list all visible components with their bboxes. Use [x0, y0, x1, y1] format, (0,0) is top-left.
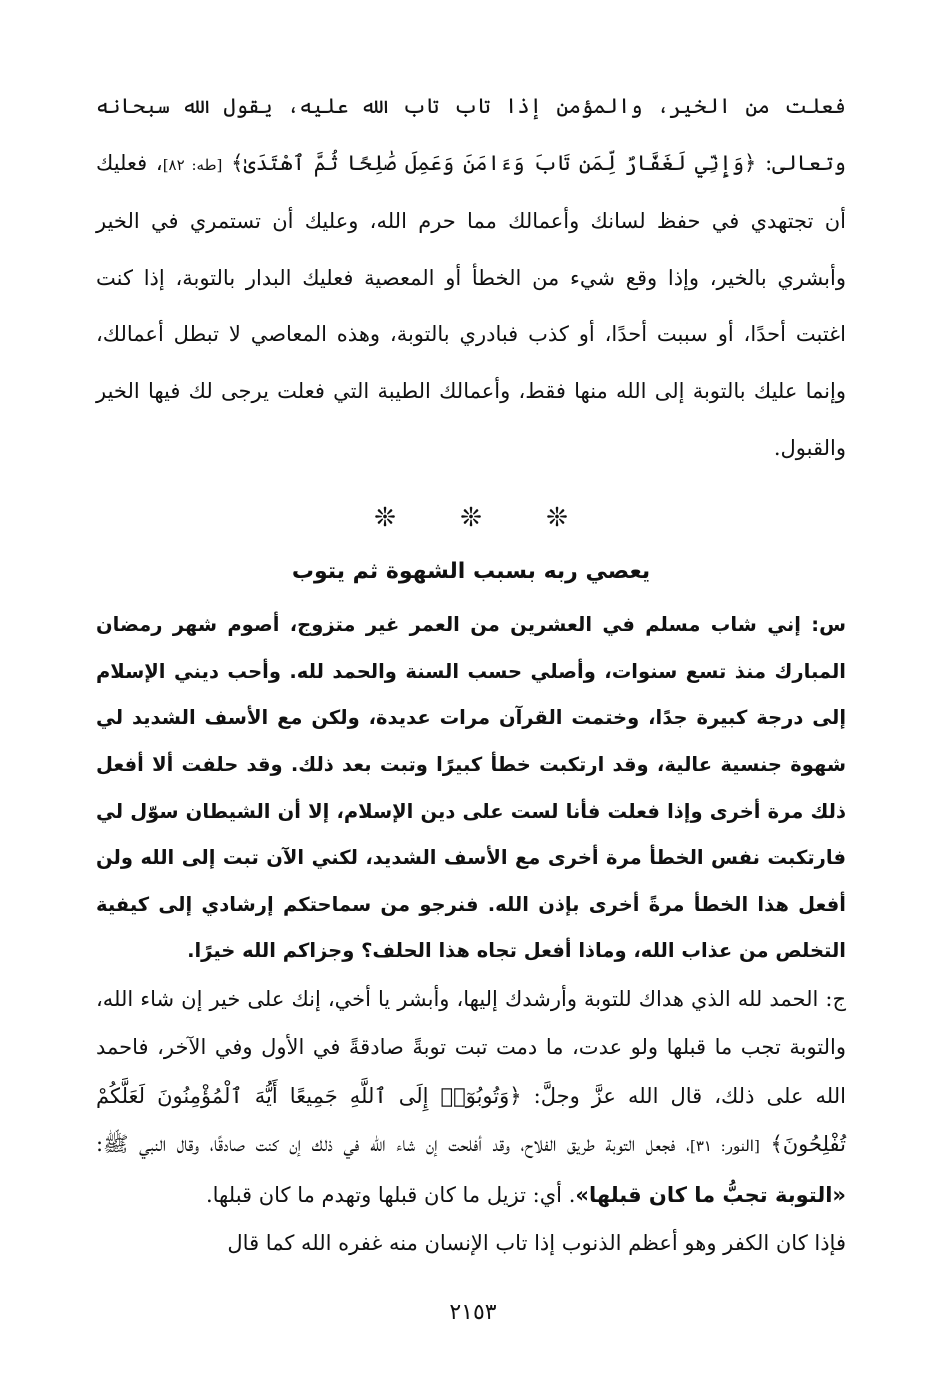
verse-citation-nur: [النور: ٣١]: [690, 1137, 760, 1156]
answer-text-1: ج: الحمد لله الذي هداك للتوبة وأرشدك إليها، وأبشر يا أخي، إنك على خير إن شاء الله، والتوبة تجب ما قبلها ولو عدت، ما دمت تبت توبةً صادقةً في الأول وفي الآخر، فاحمد الله على ذلك، قال الله عزَّ وجلَّ:: [96, 986, 846, 1108]
hadith-quote: «التوبة تجبُّ ما كان قبلها»: [575, 1182, 846, 1207]
answer-text-3: . أي: تزيل ما كان قبلها وتهدم ما كان قبلها.: [205, 1182, 576, 1207]
top-paragraph-text-1: فعلت من الخير، والمؤمن إذا تاب تاب الله عليه، يقول الله سبحانه وتعالى:: [96, 94, 846, 175]
section-heading: يعصي ربه بسبب الشهوة ثم يتوب: [291, 559, 651, 585]
quran-verse-nur: ﴿وَتُوبُوٓا۟ إِلَى ٱللَّهِ جَمِيعًا أَيُّهَ ٱلْمُؤْمِنُونَ لَعَلَّكُمْ تُفْلِحُونَ﴾: [96, 1083, 846, 1157]
separator-star-icon: ❊: [374, 503, 396, 534]
separator-star-icon: ❊: [460, 503, 482, 534]
page-body: [96, 78, 846, 1268]
top-paragraph: [96, 78, 846, 476]
answer-text-2: ، فجعل التوبة طريق الفلاح، وقد أفلحت إن شاء الله في ذلك إن كنت صادقًا، وقال النبي ﷺ:: [96, 1132, 690, 1157]
final-line: فإذا كان الكفر وهو أعظم الذنوب إذا تاب الإنسان منه غفره الله كما قال: [227, 1231, 846, 1256]
page-number: ٢١٥٣: [449, 1300, 497, 1325]
quran-verse-taha: ﴿وَإِنِّي لَغَفَّارٌ لِّمَن تَابَ وَءَامَنَ وَعَمِلَ صَٰلِحًا ثُمَّ ٱهْتَدَىٰ﴾: [231, 150, 757, 175]
question-paragraph: س: إني شاب مسلم في العشرين من العمر غير متزوج، أصوم شهر رمضان المبارك منذ تسع سنوات، وأصلي حسب السنة والحمد لله. وأحب ديني الإسلام إلى درجة كبيرة جدًا، وختمت القرآن مرات عديدة، ولكن مع الأسف الشديد لي شهوة جنسية عالية، وقد ارتكبت خطأ كبيرًا وتبت بعد ذلك. وقد حلفت ألا أفعل ذلك مرة أخرى وإذا فعلت فأنا لست على دين الإسلام، إلا أن الشيطان سوّل لي فارتكبت نفس الخطأ مرة أخرى مع الأسف الشديد، لكني الآن تبت إلى الله ولن أفعل هذا الخطأ مرةً أخرى بإذن الله. فنرجو من سماحتكم إرشادي إلى كيفية التخلص من عذاب الله، وماذا أفعل تجاه هذا الحلف؟ وجزاكم الله خيرًا.: [96, 613, 846, 963]
separator-star-icon: ❊: [546, 503, 568, 534]
verse-citation-taha: [طه: ٨٢]: [162, 155, 223, 174]
answer-paragraph: [96, 975, 846, 1220]
top-paragraph-text-2: ، فعليك أن تجتهدي في حفظ لسانك وأعمالك مما حرم الله، وعليك أن تستمري في الخير وأبشري بالخير، وإذا وقع شيء من الخطأ أو المعصية فعليك البدار بالتوبة، إذا كنت اغتبت أحدًا، أو سببت أحدًا، أو كذب فبادري بالتوبة، وهذه المعاصي لا تبطل أعمالك، وإنما عليك بالتوبة إلى الله منها فقط، وأعمالك الطيبة التي فعلت يرجى لك فيها الخير والقبول.: [96, 150, 846, 460]
section-separator: [96, 498, 846, 538]
